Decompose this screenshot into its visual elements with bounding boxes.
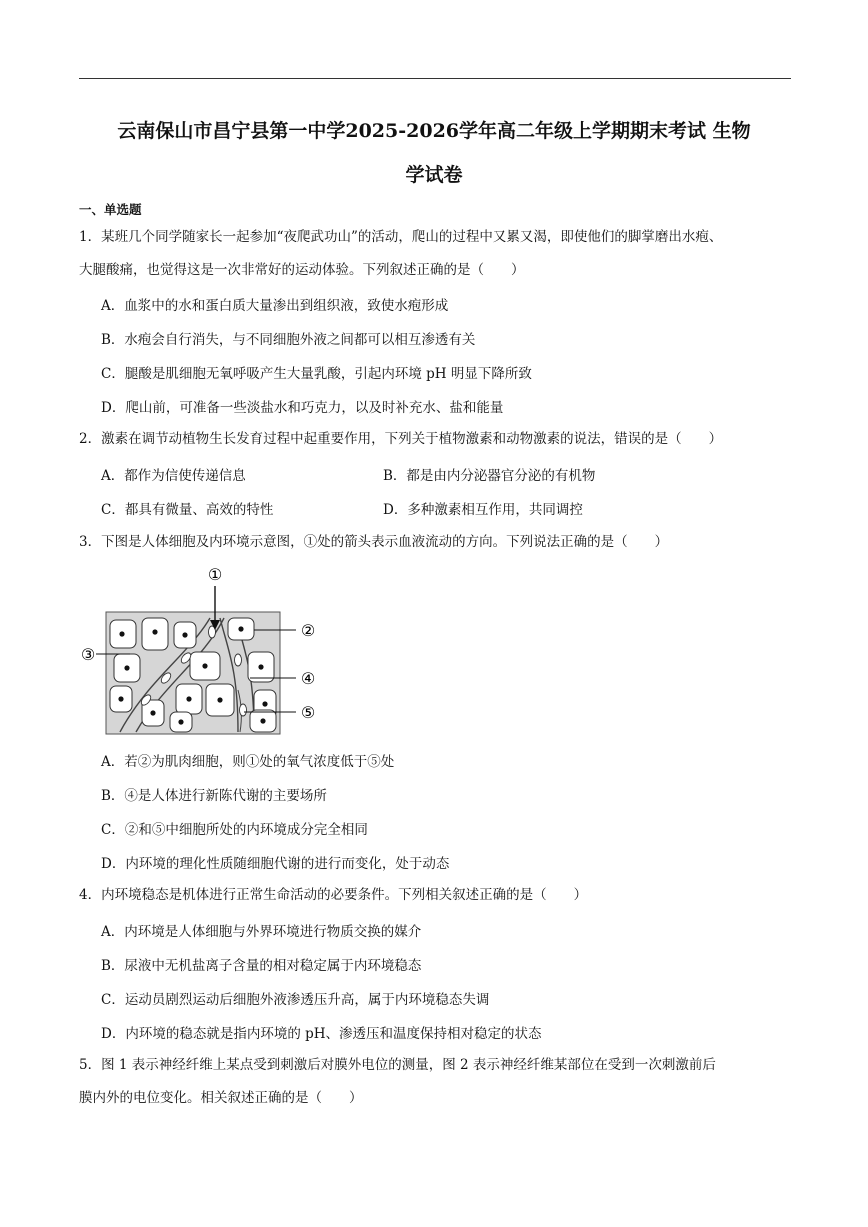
question-1-option-d: D．爬山前，可准备一些淡盐水和巧克力，以及时补充水、盐和能量 xyxy=(101,400,504,416)
question-3-line1: 3．下图是人体细胞及内环境示意图，①处的箭头表示血液流动的方向。下列说法正确的是（ ） xyxy=(79,534,669,550)
diagram-label-4: ④ xyxy=(300,669,316,688)
question-5-line2: 膜内外的电位变化。相关叙述正确的是（ ） xyxy=(79,1090,363,1106)
cell-environment-diagram xyxy=(78,560,338,740)
question-2-option-d: D．多种激素相互作用，共同调控 xyxy=(383,502,583,518)
question-1-option-c: C．腿酸是肌细胞无氧呼吸产生大量乳酸，引起内环境 pH 明显下降所致 xyxy=(101,366,532,382)
question-2-option-b: B．都是由内分泌器官分泌的有机物 xyxy=(383,468,596,484)
question-1-option-a: A．血浆中的水和蛋白质大量渗出到组织液，致使水疱形成 xyxy=(101,298,449,314)
question-2-option-a: A．都作为信使传递信息 xyxy=(101,468,246,484)
question-3-option-d: D．内环境的理化性质随细胞代谢的进行而变化，处于动态 xyxy=(101,856,450,872)
page-title-line2: 学试卷 xyxy=(405,164,463,186)
page-title-line1: 云南保山市昌宁县第一中学2025-2026学年高二年级上学期期末考试 生物 xyxy=(117,120,751,142)
question-1-line1: 1．某班几个同学随家长一起参加“夜爬武功山”的活动，爬山的过程中又累又渴，即使他们的脚掌磨出水疱、 xyxy=(79,229,723,245)
question-3-option-c: C．②和⑤中细胞所处的内环境成分完全相同 xyxy=(101,822,368,838)
question-4-line1: 4．内环境稳态是机体进行正常生命活动的必要条件。下列相关叙述正确的是（ ） xyxy=(79,887,588,903)
question-1-line2: 大腿酸痛，也觉得这是一次非常好的运动体验。下列叙述正确的是（ ） xyxy=(79,262,525,278)
diagram-label-3: ③ xyxy=(80,645,96,664)
question-4-option-b: B．尿液中无机盐离子含量的相对稳定属于内环境稳态 xyxy=(101,958,422,974)
header-rule xyxy=(79,78,791,79)
question-3-option-a: A．若②为肌肉细胞，则①处的氧气浓度低于⑤处 xyxy=(101,754,395,770)
question-1-option-b: B．水疱会自行消失，与不同细胞外液之间都可以相互渗透有关 xyxy=(101,332,476,348)
section-heading: 一、单选题 xyxy=(79,202,142,217)
question-2-option-c: C．都具有微量、高效的特性 xyxy=(101,502,274,518)
question-4-option-a: A．内环境是人体细胞与外界环境进行物质交换的媒介 xyxy=(101,924,422,940)
diagram-label-1: ① xyxy=(207,565,223,584)
diagram-label-5: ⑤ xyxy=(300,703,316,722)
question-5-line1: 5．图 1 表示神经纤维上某点受到刺激后对膜外电位的测量，图 2 表示神经纤维某部位在受到一次刺激前后 xyxy=(79,1057,716,1073)
question-2-line1: 2．激素在调节动植物生长发育过程中起重要作用，下列关于植物激素和动物激素的说法，错误的是（ ） xyxy=(79,431,723,447)
question-4-option-d: D．内环境的稳态就是指内环境的 pH、渗透压和温度保持相对稳定的状态 xyxy=(101,1026,542,1042)
question-3-option-b: B．④是人体进行新陈代谢的主要场所 xyxy=(101,788,327,804)
diagram-label-2: ② xyxy=(300,621,316,640)
question-4-option-c: C．运动员剧烈运动后细胞外液渗透压升高，属于内环境稳态失调 xyxy=(101,992,490,1008)
